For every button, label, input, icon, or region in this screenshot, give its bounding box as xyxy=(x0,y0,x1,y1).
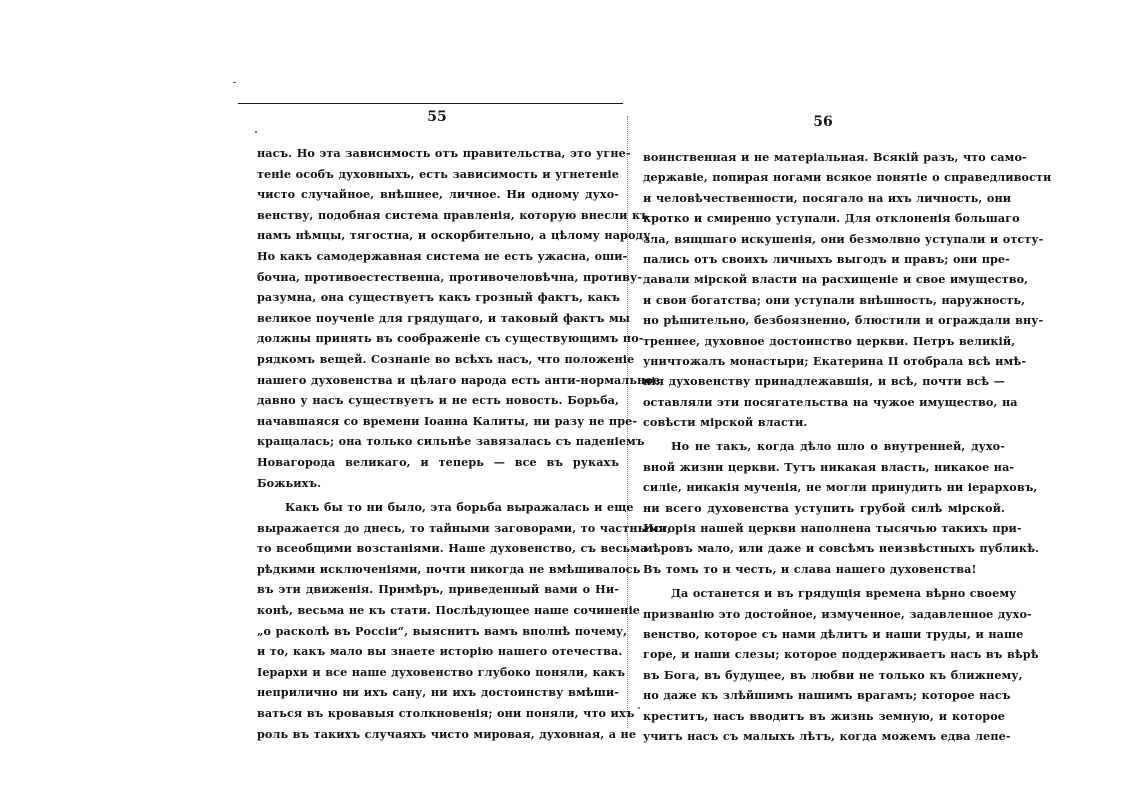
text-line: насъ. Но эта зависимость отъ правительства, это угне- xyxy=(257,146,631,160)
text-line: горе, и наши слезы; которое поддерживаетъ насъ въ вѣрѣ xyxy=(643,647,1039,662)
text-line: бочна, противоестественна, противочеловѣчна, противу- xyxy=(257,269,643,284)
text-line: Божьихъ. xyxy=(257,475,322,490)
text-line: и человѣчественности, посягало на ихъ личность, они xyxy=(643,190,1012,205)
text-line: нія духовенству принадлежавшія, и всѣ, почти всѣ — xyxy=(643,374,1005,389)
text-line: Какъ бы то ни было, эта борьба выражалась и еще xyxy=(285,500,634,515)
text-line: въ Бога, въ будущее, въ любви не только къ ближнему, xyxy=(643,667,1023,682)
page-number-right: 56 xyxy=(813,114,833,130)
text-line: то всеобщими возстаніями. Наше духовенство, съ весьма xyxy=(257,541,648,556)
page-number-left: 55 xyxy=(427,109,447,125)
text-line: совѣсти мірской власти. xyxy=(643,415,808,430)
text-line: нашего духовенства и цѣлаго народа есть анти-нормальное, xyxy=(257,372,665,387)
text-line: ни всего духовенства уступить грубой силѣ мірской. xyxy=(643,500,1005,515)
print-speck xyxy=(638,707,640,709)
text-line: рѣдкими исключеніями, почти никогда не вмѣшивалось xyxy=(257,561,641,576)
text-line: кротко и смиренно уступали. Для отклоненія большаго xyxy=(643,211,1020,226)
text-line: чисто случайное, внѣшнее, личное. Ни одному духо- xyxy=(257,187,619,202)
text-line: венство, которое съ нами дѣлитъ и наши труды, и наше xyxy=(643,626,1024,641)
text-line: призванію это достойное, измученное, задавленное духо- xyxy=(643,606,1032,621)
text-line: учитъ насъ съ малыхъ лѣтъ, когда можемъ едва лепе- xyxy=(643,728,1011,743)
paragraph xyxy=(257,497,672,744)
text-line: Новагорода великаго, и теперь — все въ рукахъ xyxy=(257,454,619,469)
paragraph xyxy=(257,143,665,493)
text-line: вной жизни церкви. Тутъ никакая власть, никакое на- xyxy=(643,459,1015,474)
text-line: теніе особъ духовныхъ, есть зависимость и угнетеніе xyxy=(257,166,619,181)
paragraph xyxy=(643,583,1039,746)
text-line: воинственная и не матеріальная. Всякій разъ, что само- xyxy=(643,150,1027,164)
text-line: въ эти движенія. Примѣръ, приведенный вами о Ни- xyxy=(257,582,619,597)
text-line: и то, какъ мало вы знаете исторію нашего отечества. xyxy=(257,644,623,659)
text-line: Да останется и въ грядущія времена вѣрно своему xyxy=(671,586,1017,601)
text-line: и свои богатства; они уступали внѣшность, наружность, xyxy=(643,292,1026,307)
text-line: давно у насъ существуетъ и не есть новость. Борьба, xyxy=(257,393,619,408)
text-line: Но какъ самодержавная система не есть ужасна, оши- xyxy=(257,248,628,263)
text-line: но рѣшительно, безбоязненно, блюстили и ограждали вну- xyxy=(643,313,1044,328)
print-speck xyxy=(233,82,236,83)
text-line: Іерархи и все наше духовенство глубоко поняли, какъ xyxy=(257,664,626,679)
text-line: великое поученіе для грядущаго, и таковый фактъ мы xyxy=(257,310,631,325)
text-line: зла, вящшаго искушенія, они безмолвно уступали и отсту- xyxy=(643,231,1044,246)
text-line: мѣровъ мало, или даже и совсѣмъ неизвѣстныхъ публикѣ. xyxy=(643,541,1040,556)
text-line: державіе, попирая ногами всякое понятіе о справедливости xyxy=(643,170,1052,185)
text-line: Но не такъ, когда дѣло шло о внутренней, духо- xyxy=(671,439,1005,454)
right-page-text xyxy=(643,147,1052,746)
text-line: венству, подобная система правленія, которую внесли къ xyxy=(257,207,649,222)
text-line: но даже къ злѣйшимъ нашимъ врагамъ; которое насъ xyxy=(643,688,1011,703)
text-line: начавшаяся со времени Іоанна Калиты, ни разу не пре- xyxy=(257,413,638,428)
text-line: конѣ, весьма не къ стати. Послѣдующее наше сочиненіе xyxy=(257,603,641,618)
text-line: ваться въ кровавыя столкновенія; они поняли, что ихъ xyxy=(257,706,635,721)
paragraph xyxy=(643,147,1052,432)
paragraph xyxy=(643,436,1040,579)
text-line: должны принять въ соображеніе съ существующимъ по- xyxy=(257,331,644,346)
text-line: „о расколѣ въ Россіи“, выяснитъ вамъ вполнѣ почему, xyxy=(257,623,628,638)
text-line: разумна, она существуетъ какъ грозный фактъ, какъ xyxy=(257,290,620,305)
text-line: неприлично ни ихъ сану, ни ихъ достоинству вмѣши- xyxy=(257,685,619,700)
text-line: пались отъ своихъ личныхъ выгодъ и правъ; они пре- xyxy=(643,251,1010,266)
header-rule xyxy=(238,103,623,104)
text-line: креститъ, насъ вводитъ въ жизнь земную, и которое xyxy=(643,708,1005,723)
text-line: кращалась; она только сильнѣе завязалась съ паденіемъ xyxy=(257,434,645,449)
print-speck xyxy=(255,131,257,133)
text-line: оставляли эти посягательства на чужое имущество, на xyxy=(643,394,1018,409)
text-line: давали мірской власти на расхищеніе и свое имущество, xyxy=(643,272,1029,287)
text-line: рядкомъ вещей. Сознаніе во всѣхъ насъ, что положеніе xyxy=(257,351,635,366)
text-line: Исторія нашей церкви наполнена тысячью такихъ при- xyxy=(643,521,1022,536)
left-page-text xyxy=(257,143,672,744)
text-line: силіе, никакія мученія, не могли принудить ни іерарховъ, xyxy=(643,480,1038,495)
text-line: уничтожалъ монастыри; Екатерина II отобрала всѣ имѣ- xyxy=(643,353,1027,368)
text-line: намъ нѣмцы, тягостна, и оскорбительно, а цѣлому народу. xyxy=(257,228,655,243)
text-line: треннее, духовное достоинство церкви. Петръ великій, xyxy=(643,333,1016,348)
text-line: выражается до днесь, то тайными заговорами, то частными, xyxy=(257,520,672,535)
text-line: Въ томъ то и честь, и слава нашего духовенства! xyxy=(643,561,977,576)
text-line: роль въ такихъ случаяхъ чисто мировая, духовная, а не xyxy=(257,726,637,741)
